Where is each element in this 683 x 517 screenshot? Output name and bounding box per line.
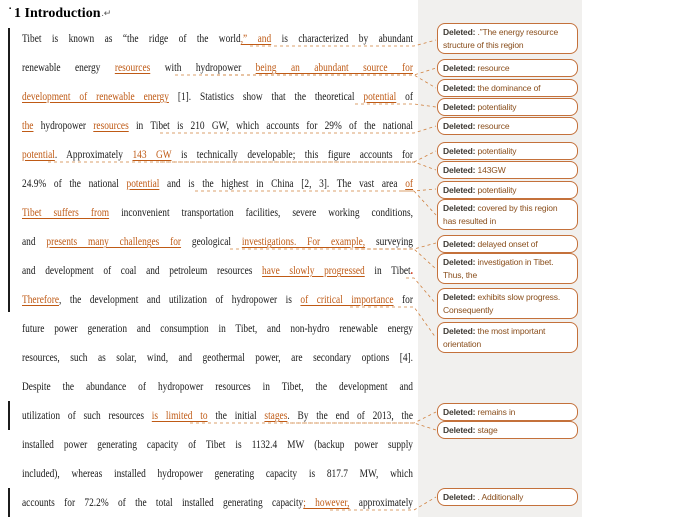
deleted-balloon[interactable]: [437, 235, 578, 253]
deleted-balloon[interactable]: [437, 322, 578, 353]
deleted-label: Deleted:: [443, 257, 478, 267]
inserted-text: resources: [93, 118, 129, 132]
deleted-text: investigation in Tibet. Thus, the: [443, 257, 554, 280]
deleted-text: .”The energy resource structure of this region: [443, 27, 559, 50]
deleted-label: Deleted:: [443, 27, 478, 37]
text-segment: renewable energy: [22, 60, 115, 74]
text-line[interactable]: [22, 430, 413, 459]
change-bar: [8, 488, 10, 517]
text-segment: 24.9% of the national: [22, 176, 127, 190]
text-segment: . Approximately: [54, 147, 133, 161]
inserted-text: stages: [264, 408, 288, 422]
deleted-text: stage: [477, 425, 498, 435]
text-segment: the initial: [207, 408, 265, 422]
text-line[interactable]: [22, 343, 413, 372]
deleted-balloon[interactable]: [437, 488, 578, 506]
inserted-text: Tibet suffers from: [22, 205, 110, 219]
deleted-label: Deleted:: [443, 425, 478, 435]
text-segment: in Tibet is 210 GW, which accounts for 29% of the national: [128, 118, 413, 132]
deleted-text: the dominance of: [477, 83, 541, 93]
deleted-label: Deleted:: [443, 102, 478, 112]
text-segment: hydropower: [33, 118, 94, 132]
deleted-label: Deleted:: [443, 239, 478, 249]
inserted-text: have slowly progressed: [262, 263, 365, 277]
text-segment: and: [22, 234, 47, 248]
inserted-text: potential: [126, 176, 160, 190]
deleted-label: Deleted:: [443, 63, 478, 73]
text-segment: included), whereas installed hydropower generating capacity is 817.7 MW, which: [22, 466, 413, 480]
deleted-balloon[interactable]: [437, 161, 578, 179]
deleted-label: Deleted:: [443, 407, 478, 417]
deleted-text: remains in: [477, 407, 516, 417]
text-line[interactable]: [22, 314, 413, 343]
text-segment: [1]. Statistics show that the theoretical: [168, 89, 364, 103]
inserted-text: potential: [363, 89, 397, 103]
change-bar: [8, 401, 10, 430]
deleted-text: 143GW: [477, 165, 506, 175]
text-segment: is technically developable; this figure accounts for: [171, 147, 413, 161]
inserted-text: development of renewable energy: [22, 89, 169, 103]
text-segment: , the development and utilization of hydropower is: [58, 292, 301, 306]
text-line[interactable]: [22, 24, 413, 53]
text-segment: resources, such as solar, wind, and geothermal power, are secondary options [4].: [22, 350, 413, 364]
text-line[interactable]: [22, 401, 413, 430]
text-line[interactable]: [22, 227, 413, 256]
text-segment: inconvenient transportation facilities, severe working conditions,: [109, 205, 413, 219]
deleted-balloon[interactable]: [437, 98, 578, 116]
inserted-text: 143 GW: [132, 147, 172, 161]
text-line[interactable]: [22, 169, 413, 198]
inserted-text: resources: [114, 60, 151, 74]
text-segment: accounts for 72.2% of the total installed generating capacity: [22, 495, 304, 509]
deleted-label: Deleted:: [443, 185, 478, 195]
deleted-balloon[interactable]: [437, 23, 578, 54]
inserted-text: Therefore: [22, 292, 59, 306]
text-line[interactable]: [22, 372, 413, 401]
section-heading[interactable]: [14, 0, 111, 26]
inserted-text: the: [22, 118, 34, 132]
deleted-balloon[interactable]: [437, 421, 578, 439]
inserted-text: presents many challenges for: [46, 234, 182, 248]
text-line[interactable]: [22, 256, 413, 285]
inserted-text: being an abundant source for: [255, 60, 413, 74]
text-segment: in Tibet: [364, 263, 411, 277]
deleted-balloon[interactable]: [437, 117, 578, 135]
deleted-balloon[interactable]: [437, 142, 578, 160]
deleted-text: covered by this region has resulted in: [443, 203, 558, 226]
deleted-balloon[interactable]: [437, 59, 578, 77]
text-line[interactable]: [22, 459, 413, 488]
text-line[interactable]: [22, 82, 413, 111]
inserted-text: of critical importance: [300, 292, 394, 306]
deleted-text: resource: [477, 63, 510, 73]
deleted-label: Deleted:: [443, 121, 478, 131]
inserted-text: potential: [22, 147, 55, 161]
text-segment: is characterized by abundant: [271, 31, 413, 45]
text-segment: and is the highest in China [2, 3]. The vast area: [159, 176, 406, 190]
text-segment: for: [393, 292, 413, 306]
deleted-label: Deleted:: [443, 146, 478, 156]
text-segment: installed power generating capacity of Tibet is 1132.4 MW (backup power supply: [22, 437, 413, 451]
deleted-balloon[interactable]: [437, 79, 578, 97]
deleted-label: Deleted:: [443, 492, 478, 502]
deleted-balloon[interactable]: [437, 181, 578, 199]
deleted-text: exhibits slow progress. Consequently: [443, 292, 561, 315]
text-line[interactable]: [22, 140, 413, 169]
deletion-mark: .: [410, 263, 413, 277]
text-segment: future power generation and consumption in Tibet, and non-hydro renewable energy: [22, 321, 413, 335]
inserted-text: of: [405, 176, 414, 190]
deleted-text: the most important orientation: [443, 326, 546, 349]
text-line[interactable]: [22, 285, 413, 314]
text-segment: surveying: [365, 234, 413, 248]
inserted-text: investigations. For example,: [241, 234, 366, 248]
deleted-balloon[interactable]: [437, 288, 578, 319]
text-segment: with hydropower: [150, 60, 256, 74]
text-line[interactable]: [22, 111, 413, 140]
paragraph-mark-icon: .↵: [101, 8, 112, 18]
deleted-balloon[interactable]: [437, 199, 578, 230]
deleted-text: potentiality: [477, 146, 517, 156]
deleted-text: resource: [477, 121, 510, 131]
text-segment: geological: [181, 234, 242, 248]
section-heading-text: 1 Introduction: [14, 6, 101, 21]
text-segment: Despite the abundance of hydropower resources in Tibet, the development and: [22, 379, 413, 393]
text-segment: approximately: [349, 495, 414, 509]
deleted-text: potentiality: [477, 185, 517, 195]
deleted-text: . Additionally: [477, 492, 524, 502]
deleted-text: delayed onset of: [477, 239, 538, 249]
text-line[interactable]: [22, 488, 413, 517]
inserted-text: is limited to: [151, 408, 208, 422]
text-segment: and development of coal and petroleum resources: [22, 263, 263, 277]
deleted-label: Deleted:: [443, 83, 478, 93]
inserted-text: ,” and: [240, 31, 272, 45]
deleted-label: Deleted:: [443, 203, 478, 213]
inserted-text: ; however,: [303, 495, 350, 509]
deleted-label: Deleted:: [443, 165, 478, 175]
deleted-label: Deleted:: [443, 326, 478, 336]
text-segment: . By the end of 2013, the: [287, 408, 413, 422]
deleted-text: potentiality: [477, 102, 517, 112]
text-segment: utilization of such resources: [22, 408, 152, 422]
deleted-label: Deleted:: [443, 292, 478, 302]
text-line[interactable]: [22, 198, 413, 227]
change-bar: [8, 28, 10, 312]
style-marker-icon: ▪: [9, 6, 12, 12]
deleted-balloon[interactable]: [437, 403, 578, 421]
deleted-balloon[interactable]: [437, 253, 578, 284]
text-segment: of: [396, 89, 413, 103]
text-line[interactable]: [22, 53, 413, 82]
text-segment: Tibet is known as “the ridge of the world: [22, 31, 241, 45]
